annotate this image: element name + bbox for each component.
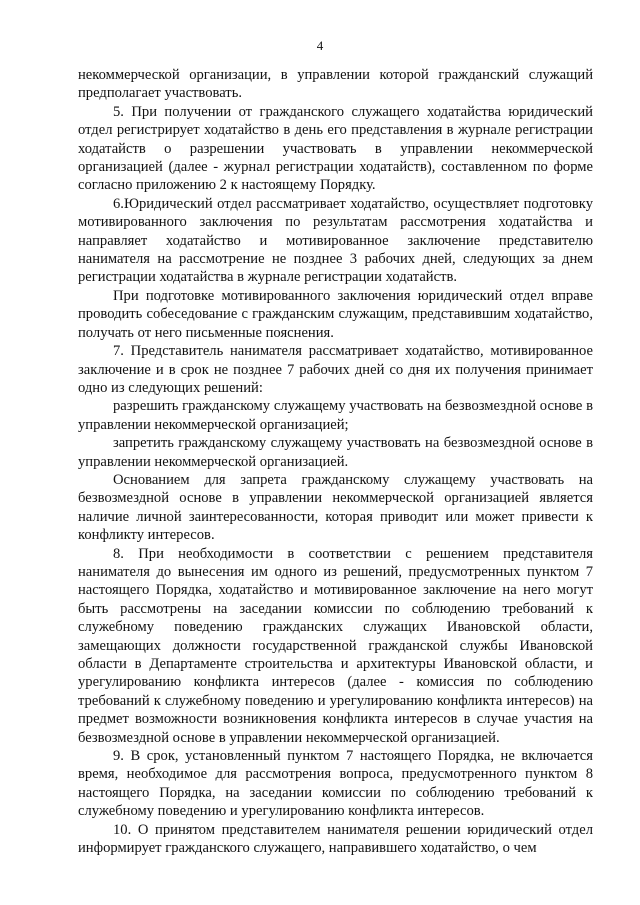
paragraph-grounds-for-refusal: Основанием для запрета гражданскому служащему участвовать на безвозмездной основе в управлении некоммерческой организацией является наличие личной заинтересованности, которая приводит или может привести к конфликту интересов. [78, 471, 593, 544]
page-number: 4 [316, 38, 324, 53]
paragraph-decision-deny: запретить гражданскому служащему участвовать на безвозмездной основе в управлении некоммерческой организацией. [78, 435, 593, 470]
paragraph-item-10: 10. О принятом представителем нанимателя решении юридический отдел информирует гражданского служащего, направившего ходатайство, о чем [78, 821, 593, 857]
paragraph-interview: При подготовке мотивированного заключения юридический отдел вправе проводить собеседование с гражданским служащим, представившим ходатайство, получать от него письменные пояснения. [78, 287, 593, 341]
paragraph-continuation: некоммерческой организации, в управлении которой гражданский служащий предполагает участвовать. [78, 67, 593, 102]
paragraph-item-5: 5. При получении от гражданского служащего ходатайства юридический отдел регистрирует ходатайство в день его представления в журнале регистрации ходатайств о разрешении участвовать в управлении некоммерческой организацией (далее - журнал регистрации ходатайств), составленном по форме согласно приложению 2 к настоящему Порядку. [78, 103, 593, 194]
paragraph-item-9: 9. В срок, установленный пунктом 7 настоящего Порядка, не включается время, необходимое для рассмотрения вопроса, предусмотренного пунктом 8 настоящего Порядка, на заседании комиссии по соблюдению требований к служебному поведению и урегулированию конфликта интересов. [78, 748, 593, 820]
paragraph-item-8: 8. При необходимости в соответствии с решением представителя нанимателя до вынесения им одного из решений, предусмотренных пунктом 7 настоящего Порядка, ходатайство и мотивированное заключение на него могут быть рассмотрены на заседании комиссии по соблюдению требований к служебному поведению гражданских служащих Ивановской области, замещающих должности государственной гражданской службы Ивановской области в Департаменте строительства и архитектуры Ивановской области, и урегулированию конфликта интересов (далее - комиссия по соблюдению требований к служебному поведению и урегулированию конфликта интересов) на предмет возможности возникновения конфликта интересов в случае участия на безвозмездной основе в управлении некоммерческой организацией. [78, 545, 593, 746]
document-body [78, 66, 593, 857]
paragraph-decision-allow: разрешить гражданскому служащему участвовать на безвозмездной основе в управлении некоммерческой организацией; [78, 398, 593, 433]
paragraph-item-7: 7. Представитель нанимателя рассматривает ходатайство, мотивированное заключение и в срок не позднее 7 рабочих дней со дня их получения принимает одно из следующих решений: [78, 343, 593, 396]
paragraph-item-6: 6.Юридический отдел рассматривает ходатайство, осуществляет подготовку мотивированного заключения по результатам рассмотрения ходатайства и направляет ходатайство и мотивированное заключение представителю нанимателя на рассмотрение не позднее 3 рабочих дней, следующих за днем регистрации ходатайства в журнале регистрации ходатайств. [78, 195, 593, 286]
